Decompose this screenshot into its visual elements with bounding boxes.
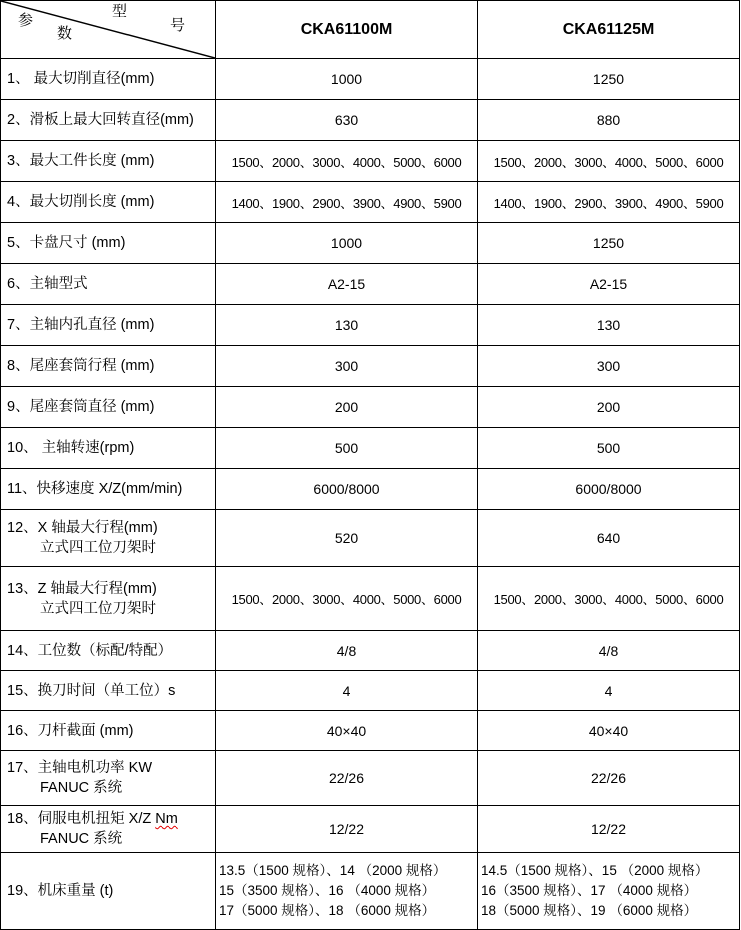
spec-value-cell: [478, 853, 740, 930]
spec-label-cell: [1, 751, 216, 806]
spec-value-cell: 500: [216, 428, 478, 469]
diagonal-corner-cell: [1, 1, 216, 59]
spec-value-cell: 12/22: [216, 806, 478, 853]
spec-value-cell: 880: [478, 100, 740, 141]
spec-label-cell: 9、尾座套筒直径 (mm): [1, 387, 216, 428]
spec-value-cell: 40×40: [216, 711, 478, 751]
spec-label-line2: FANUC 系统: [40, 831, 123, 847]
spellcheck-marked-text: Nm: [155, 811, 178, 827]
spec-value-cell: 1400、1900、2900、3900、4900、5900: [478, 182, 740, 223]
spec-label-cell: 19、机床重量 (t): [1, 853, 216, 930]
spec-value-cell: 4: [216, 671, 478, 711]
table-row: [1, 428, 740, 469]
spec-value-cell: 200: [216, 387, 478, 428]
table-row: [1, 806, 740, 853]
table-row: [1, 711, 740, 751]
weight-value-line: 16（3500 规格）、17 （4000 规格）: [481, 883, 698, 898]
table-row: [1, 853, 740, 930]
spec-value-cell: 500: [478, 428, 740, 469]
spec-label-cell: [1, 806, 216, 853]
spec-label-cell: 7、主轴内孔直径 (mm): [1, 305, 216, 346]
table-row: [1, 141, 740, 182]
corner-model-char-2: 号: [170, 17, 186, 34]
spec-value-cell: 4/8: [478, 631, 740, 671]
spec-value-cell: 130: [478, 305, 740, 346]
corner-param-char-1: 参: [18, 12, 34, 29]
spec-label-cell: 14、工位数（标配/特配）: [1, 631, 216, 671]
spec-label-cell: [1, 510, 216, 567]
spec-value-cell: 40×40: [478, 711, 740, 751]
table-row: [1, 751, 740, 806]
spec-value-cell: 4: [478, 671, 740, 711]
spec-value-cell: [216, 853, 478, 930]
spec-value-cell: 300: [478, 346, 740, 387]
spec-label-cell: 16、刀杆截面 (mm): [1, 711, 216, 751]
spec-value-cell: 1250: [478, 223, 740, 264]
column-header-cka61125m: CKA61125M: [478, 1, 740, 59]
spec-value-cell: 22/26: [478, 751, 740, 806]
spec-label-cell: 3、最大工件长度 (mm): [1, 141, 216, 182]
spec-value-cell: 12/22: [478, 806, 740, 853]
spec-value-cell: 1500、2000、3000、4000、5000、6000: [216, 141, 478, 182]
header-row: [1, 1, 740, 59]
spec-value-cell: 1500、2000、3000、4000、5000、6000: [478, 141, 740, 182]
spec-label-line2: FANUC 系统: [40, 780, 123, 796]
weight-value-line: 15（3500 规格）、16 （4000 规格）: [219, 883, 436, 898]
spec-value-cell: 6000/8000: [478, 469, 740, 510]
table-row: [1, 59, 740, 100]
table-row: [1, 264, 740, 305]
spec-value-cell: 1250: [478, 59, 740, 100]
spec-value-cell: A2-15: [216, 264, 478, 305]
table-row: [1, 510, 740, 567]
spec-value-cell: 1000: [216, 223, 478, 264]
table-row: [1, 469, 740, 510]
weight-value-line: 17（5000 规格）、18 （6000 规格）: [219, 903, 436, 918]
spec-value-cell: 1500、2000、3000、4000、5000、6000: [216, 567, 478, 631]
spec-value-cell: 300: [216, 346, 478, 387]
table-row: [1, 182, 740, 223]
spec-label-cell: 11、快移速度 X/Z(mm/min): [1, 469, 216, 510]
spec-label-cell: 15、换刀时间（单工位）s: [1, 671, 216, 711]
weight-value-line: 18（5000 规格）、19 （6000 规格）: [481, 903, 698, 918]
spec-label-line1: 17、主轴电机功率 KW: [7, 760, 153, 776]
spec-label-cell: 4、最大切削长度 (mm): [1, 182, 216, 223]
column-header-cka61100m: CKA61100M: [216, 1, 478, 59]
weight-value-line: 14.5（1500 规格）、15 （2000 规格）: [481, 863, 709, 878]
spec-value-cell: 6000/8000: [216, 469, 478, 510]
spec-value-cell: 640: [478, 510, 740, 567]
spec-label-cell: [1, 567, 216, 631]
spec-value-cell: 630: [216, 100, 478, 141]
spec-label-cell: 2、滑板上最大回转直径(mm): [1, 100, 216, 141]
table-row: [1, 305, 740, 346]
spec-value-cell: 22/26: [216, 751, 478, 806]
spec-value-cell: 200: [478, 387, 740, 428]
spec-value-cell: A2-15: [478, 264, 740, 305]
spec-label-line2: 立式四工位刀架时: [40, 600, 156, 617]
table-row: [1, 631, 740, 671]
spec-label-cell: 10、 主轴转速(rpm): [1, 428, 216, 469]
spec-label-line1: 12、X 轴最大行程(mm): [7, 520, 158, 536]
table-row: [1, 346, 740, 387]
spec-value-cell: 520: [216, 510, 478, 567]
spec-label-line1: 18、伺服电机扭矩 X/Z: [7, 811, 156, 827]
table-row: [1, 223, 740, 264]
spec-label-cell: 1、 最大切削直径(mm): [1, 59, 216, 100]
corner-param-char-2: 数: [57, 25, 73, 42]
table-row: [1, 567, 740, 631]
table-row: [1, 387, 740, 428]
spec-value-cell: 130: [216, 305, 478, 346]
weight-value-line: 13.5（1500 规格）、14 （2000 规格）: [219, 863, 447, 878]
spec-label-line1: 13、Z 轴最大行程(mm): [7, 580, 157, 597]
corner-model-char-1: 型: [112, 3, 128, 20]
spec-value-cell: 1000: [216, 59, 478, 100]
table-row: [1, 671, 740, 711]
spec-value-cell: 1400、1900、2900、3900、4900、5900: [216, 182, 478, 223]
spec-value-cell: 4/8: [216, 631, 478, 671]
spec-label-line2: 立式四工位刀架时: [40, 540, 156, 556]
spec-value-cell: 1500、2000、3000、4000、5000、6000: [478, 567, 740, 631]
spec-label-cell: 8、尾座套筒行程 (mm): [1, 346, 216, 387]
table-row: [1, 100, 740, 141]
spec-label-cell: 6、主轴型式: [1, 264, 216, 305]
spec-label-cell: 5、卡盘尺寸 (mm): [1, 223, 216, 264]
